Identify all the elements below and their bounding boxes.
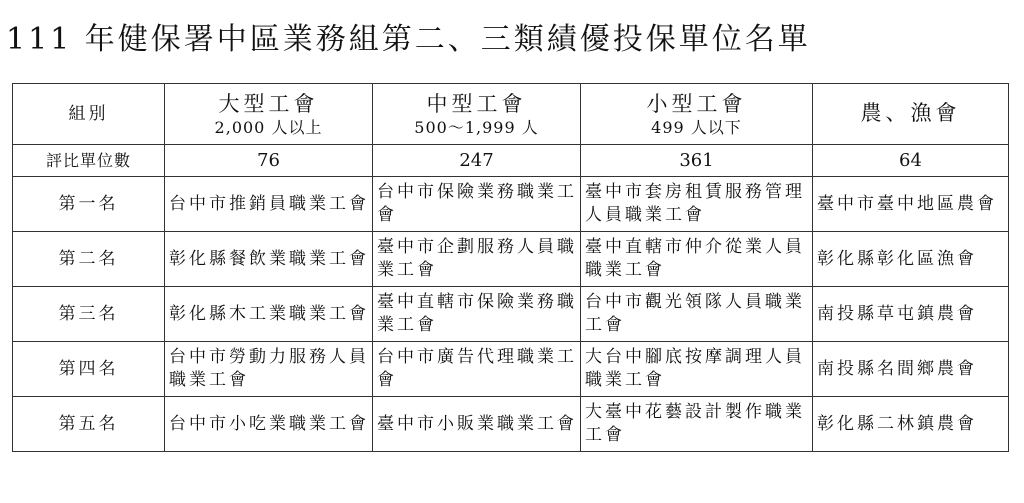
- association-cell: 彰化縣彰化區漁會: [813, 232, 1009, 287]
- union-cell: 臺中市企劃服務人員職業工會: [373, 232, 581, 287]
- rank-label: 第一名: [13, 177, 165, 232]
- union-cell: 彰化縣木工業職業工會: [165, 287, 373, 342]
- column-name: 農、漁會: [860, 100, 961, 125]
- union-cell: 臺中直轄市保險業務職業工會: [373, 287, 581, 342]
- rank-label: 第四名: [13, 342, 165, 397]
- header-row: [13, 84, 1009, 145]
- union-cell: 大台中腳底按摩調理人員職業工會: [581, 342, 813, 397]
- union-cell: 台中市廣告代理職業工會: [373, 342, 581, 397]
- union-cell: 臺中直轄市仲介從業人員職業工會: [581, 232, 813, 287]
- column-name: 中型工會: [426, 92, 527, 116]
- union-cell: 台中市小吃業職業工會: [165, 397, 373, 452]
- union-cell: 彰化縣餐飲業職業工會: [165, 232, 373, 287]
- column-header-medium: [373, 84, 581, 145]
- column-header-small: [581, 84, 813, 145]
- union-cell: 台中市勞動力服務人員職業工會: [165, 342, 373, 397]
- rank-label: 第三名: [13, 287, 165, 342]
- count-value: 361: [581, 145, 813, 177]
- count-value: 76: [165, 145, 373, 177]
- table-row: [13, 287, 1009, 342]
- union-cell: 臺中市小販業職業工會: [373, 397, 581, 452]
- rank-label: 第二名: [13, 232, 165, 287]
- count-row: [13, 145, 1009, 177]
- count-value: 64: [813, 145, 1009, 177]
- table-row: [13, 177, 1009, 232]
- rank-label: 第五名: [13, 397, 165, 452]
- column-range: 2,000 人以上: [214, 118, 323, 137]
- union-cell: 台中市觀光領隊人員職業工會: [581, 287, 813, 342]
- column-name: 小型工會: [646, 92, 747, 116]
- table-row: [13, 342, 1009, 397]
- column-range: 500～1,999 人: [414, 118, 539, 137]
- column-range: 499 人以下: [651, 118, 742, 137]
- count-value: 247: [373, 145, 581, 177]
- union-cell: 大臺中花藝設計製作職業工會: [581, 397, 813, 452]
- table-row: [13, 232, 1009, 287]
- union-cell: 臺中市套房租賃服務管理人員職業工會: [581, 177, 813, 232]
- association-cell: 南投縣名間鄉農會: [813, 342, 1009, 397]
- count-label: 評比單位數: [13, 145, 165, 177]
- column-header-large: [165, 84, 373, 145]
- honor-roll-table: [12, 83, 1009, 452]
- union-cell: 台中市推銷員職業工會: [165, 177, 373, 232]
- column-header-farmers-fishermen: [813, 84, 1009, 145]
- column-name: 大型工會: [218, 92, 319, 116]
- association-cell: 臺中市臺中地區農會: [813, 177, 1009, 232]
- union-cell: 台中市保險業務職業工會: [373, 177, 581, 232]
- association-cell: 南投縣草屯鎮農會: [813, 287, 1009, 342]
- association-cell: 彰化縣二林鎮農會: [813, 397, 1009, 452]
- page-title: 111 年健保署中區業務組第二、三類績優投保單位名單: [6, 22, 811, 57]
- group-header-cell: 組別: [13, 84, 165, 145]
- table-row: [13, 397, 1009, 452]
